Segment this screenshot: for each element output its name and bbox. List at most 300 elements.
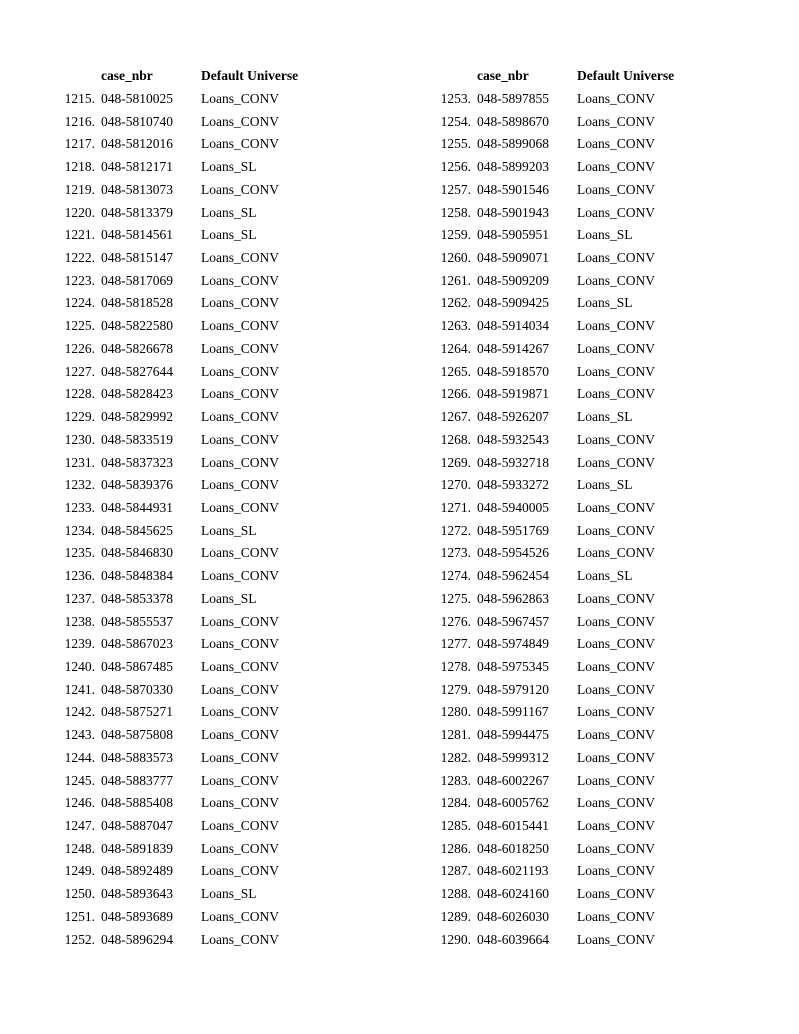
case-nbr-cell: 048-5855537 [101,613,173,629]
case-nbr-cell: 048-6026030 [477,908,549,924]
table-row [376,636,756,659]
row-number: 1262. [440,295,471,311]
row-number: 1219. [64,181,95,197]
table-row [0,136,380,159]
table-row [0,114,380,137]
case-nbr-cell: 048-5905951 [477,227,549,243]
case-nbr-cell: 048-5810740 [101,113,173,129]
table-row [376,477,756,500]
case-nbr-cell: 048-5975345 [477,658,549,674]
row-number: 1239. [64,636,95,652]
row-number: 1273. [440,545,471,561]
default-universe-cell: Loans_CONV [577,204,655,220]
case-nbr-cell: 048-5891839 [101,840,173,856]
table-row [0,932,380,955]
case-nbr-cell: 048-5999312 [477,749,549,765]
default-universe-cell: Loans_CONV [577,727,655,743]
default-universe-cell: Loans_SL [577,568,633,584]
default-universe-cell: Loans_CONV [201,318,279,334]
row-number: 1220. [64,204,95,220]
case-nbr-cell: 048-5954526 [477,545,549,561]
table-row [376,727,756,750]
table-row [376,545,756,568]
row-number: 1285. [440,818,471,833]
table-row [376,773,756,796]
row-number: 1254. [440,113,471,129]
row-number: 1271. [440,499,471,515]
table-row [0,614,380,637]
default-universe-cell: Loans_CONV [201,250,279,266]
row-number: 1222. [64,250,95,266]
case-nbr-cell: 048-5909071 [477,250,549,266]
default-universe-cell: Loans_CONV [201,840,279,856]
default-universe-cell: Loans_CONV [577,863,655,879]
case-nbr-cell: 048-5815147 [101,250,173,266]
default-universe-cell: Loans_CONV [577,136,655,152]
row-number: 1275. [440,590,471,606]
table-row [376,409,756,432]
default-universe-cell: Loans_SL [577,477,633,493]
table-row [0,273,380,296]
case-nbr-cell: 048-5914267 [477,340,549,356]
case-nbr-cell: 048-5813379 [101,204,173,220]
default-universe-cell: Loans_CONV [201,749,279,765]
row-number: 1260. [440,250,471,266]
row-number: 1215. [64,91,95,106]
row-number: 1240. [64,658,95,674]
table-row [0,818,380,841]
case-nbr-cell: 048-5914034 [477,318,549,334]
default-universe-cell: Loans_CONV [201,454,279,470]
default-universe-cell: Loans_SL [577,295,633,311]
row-number: 1236. [64,568,95,584]
row-number: 1235. [64,545,95,561]
case-nbr-cell: 048-5827644 [101,363,173,379]
case-nbr-cell: 048-5893643 [101,886,173,902]
default-universe-cell: Loans_CONV [201,363,279,379]
header-default-universe: Default Universe [577,68,675,83]
default-universe-cell: Loans_CONV [577,886,655,902]
table-row [0,364,380,387]
table-row [0,432,380,455]
case-nbr-cell: 048-5829992 [101,409,173,425]
case-nbr-cell: 048-6015441 [477,818,549,833]
table-row [0,318,380,341]
table-row [0,727,380,750]
row-number: 1265. [440,363,471,379]
table-row [0,295,380,318]
row-number: 1287. [440,863,471,879]
table-row [376,182,756,205]
row-number: 1243. [64,727,95,743]
table-row [0,205,380,228]
case-nbr-cell: 048-5887047 [101,818,173,833]
case-nbr-cell: 048-5844931 [101,499,173,515]
case-nbr-cell: 048-5951769 [477,522,549,538]
table-row [0,409,380,432]
table-row [376,886,756,909]
row-number: 1218. [64,159,95,175]
case-nbr-cell: 048-5867023 [101,636,173,652]
default-universe-cell: Loans_CONV [577,431,655,447]
case-nbr-cell: 048-5833519 [101,431,173,447]
case-nbr-cell: 048-5814561 [101,227,173,243]
row-number: 1266. [440,386,471,402]
table-row [0,636,380,659]
case-nbr-cell: 048-5901943 [477,204,549,220]
row-number: 1256. [440,159,471,175]
case-nbr-cell: 048-5932718 [477,454,549,470]
default-universe-cell: Loans_CONV [577,613,655,629]
table-row [0,227,380,250]
table-row [0,91,380,114]
row-number: 1225. [64,318,95,334]
table-row [376,500,756,523]
case-nbr-cell: 048-5899203 [477,159,549,175]
table-row [0,591,380,614]
row-number: 1264. [440,340,471,356]
case-nbr-cell: 048-5940005 [477,499,549,515]
table-row [376,114,756,137]
header-default-universe: Default Universe [201,68,299,83]
table-row [376,932,756,955]
default-universe-cell: Loans_SL [577,409,633,425]
row-number: 1274. [440,568,471,584]
row-number: 1283. [440,772,471,788]
default-universe-cell: Loans_CONV [577,386,655,402]
case-nbr-cell: 048-5896294 [101,931,173,947]
row-number: 1263. [440,318,471,334]
default-universe-cell: Loans_CONV [201,431,279,447]
default-universe-cell: Loans_CONV [201,409,279,425]
row-number: 1252. [64,931,95,947]
default-universe-cell: Loans_CONV [577,908,655,924]
default-universe-cell: Loans_CONV [201,386,279,402]
row-number: 1257. [440,181,471,197]
table-row [376,614,756,637]
row-number: 1279. [440,681,471,697]
default-universe-cell: Loans_CONV [577,795,655,811]
default-universe-cell: Loans_CONV [201,113,279,129]
table-row [0,386,380,409]
row-number: 1242. [64,704,95,720]
table-row [376,750,756,773]
row-number: 1217. [64,136,95,152]
default-universe-cell: Loans_CONV [577,704,655,720]
case-nbr-cell: 048-6018250 [477,840,549,856]
row-number: 1223. [64,272,95,288]
row-number: 1267. [440,409,471,425]
table-row [376,273,756,296]
case-nbr-cell: 048-6039664 [477,931,549,947]
table-row [376,318,756,341]
table-row [0,182,380,205]
table-row [376,250,756,273]
case-nbr-cell: 048-5932543 [477,431,549,447]
case-nbr-cell: 048-5967457 [477,613,549,629]
table-row [376,136,756,159]
row-number: 1255. [440,136,471,152]
row-number: 1253. [440,91,471,106]
case-nbr-cell: 048-5883573 [101,749,173,765]
case-nbr-cell: 048-5822580 [101,318,173,334]
default-universe-cell: Loans_CONV [577,522,655,538]
default-universe-cell: Loans_CONV [201,477,279,493]
default-universe-cell: Loans_CONV [577,590,655,606]
default-universe-cell: Loans_CONV [577,840,655,856]
case-nbr-cell: 048-5839376 [101,477,173,493]
default-universe-cell: Loans_CONV [201,908,279,924]
default-universe-cell: Loans_CONV [577,318,655,334]
default-universe-cell: Loans_CONV [201,568,279,584]
row-number: 1286. [440,840,471,856]
case-nbr-cell: 048-5883777 [101,772,173,788]
row-number: 1227. [64,363,95,379]
table-row [376,386,756,409]
case-nbr-cell: 048-5979120 [477,681,549,697]
default-universe-cell: Loans_CONV [577,272,655,288]
case-nbr-cell: 048-5899068 [477,136,549,152]
row-number: 1221. [64,227,95,243]
default-universe-cell: Loans_CONV [201,772,279,788]
row-number: 1229. [64,409,95,425]
table-row [0,909,380,932]
header-case-nbr: case_nbr [101,68,153,83]
table-row [0,659,380,682]
case-nbr-cell: 048-6021193 [477,863,549,879]
table-row [376,341,756,364]
default-universe-cell: Loans_SL [201,227,257,243]
row-number: 1249. [64,863,95,879]
default-universe-cell: Loans_CONV [201,931,279,947]
default-universe-cell: Loans_CONV [201,272,279,288]
default-universe-cell: Loans_CONV [201,727,279,743]
case-nbr-cell: 048-6024160 [477,886,549,902]
table-row [0,841,380,864]
row-number: 1288. [440,886,471,902]
case-nbr-cell: 048-5994475 [477,727,549,743]
case-nbr-cell: 048-5962454 [477,568,549,584]
case-nbr-cell: 048-5933272 [477,477,549,493]
default-universe-cell: Loans_CONV [201,636,279,652]
row-number: 1238. [64,613,95,629]
default-universe-cell: Loans_CONV [577,931,655,947]
case-nbr-cell: 048-5812171 [101,159,173,175]
default-universe-cell: Loans_CONV [577,636,655,652]
row-number: 1237. [64,590,95,606]
case-nbr-cell: 048-5828423 [101,386,173,402]
table-row [376,205,756,228]
case-nbr-cell: 048-5848384 [101,568,173,584]
row-number: 1259. [440,227,471,243]
case-nbr-cell: 048-5845625 [101,522,173,538]
case-nbr-cell: 048-5818528 [101,295,173,311]
case-nbr-cell: 048-5867485 [101,658,173,674]
case-nbr-cell: 048-5837323 [101,454,173,470]
table-row [0,341,380,364]
table-row [376,159,756,182]
row-number: 1250. [64,886,95,902]
table-row [376,295,756,318]
row-number: 1277. [440,636,471,652]
case-nbr-cell: 048-5846830 [101,545,173,561]
default-universe-cell: Loans_CONV [201,499,279,515]
default-universe-cell: Loans_SL [201,886,257,902]
row-number: 1276. [440,613,471,629]
table-row [0,750,380,773]
case-nbr-cell: 048-5875808 [101,727,173,743]
row-number: 1241. [64,681,95,697]
case-nbr-cell: 048-5909209 [477,272,549,288]
default-universe-cell: Loans_CONV [201,613,279,629]
table-row [0,500,380,523]
right-rows [376,91,756,954]
row-number: 1290. [440,931,471,947]
left-rows [0,91,380,954]
table-row [376,568,756,591]
table-row [376,432,756,455]
table-row [0,523,380,546]
row-number: 1270. [440,477,471,493]
table-row [0,682,380,705]
case-nbr-cell: 048-5991167 [477,704,549,720]
default-universe-cell: Loans_CONV [577,250,655,266]
case-nbr-cell: 048-5826678 [101,340,173,356]
case-nbr-cell: 048-5918570 [477,363,549,379]
row-number: 1289. [440,908,471,924]
default-universe-cell: Loans_CONV [201,136,279,152]
row-number: 1248. [64,840,95,856]
row-number: 1258. [440,204,471,220]
table-row [0,863,380,886]
row-number: 1281. [440,727,471,743]
row-number: 1268. [440,431,471,447]
table-row [376,659,756,682]
row-number: 1233. [64,499,95,515]
default-universe-cell: Loans_CONV [577,749,655,765]
default-universe-cell: Loans_CONV [201,340,279,356]
default-universe-cell: Loans_CONV [577,499,655,515]
case-nbr-cell: 048-5919871 [477,386,549,402]
table-row [376,863,756,886]
default-universe-cell: Loans_CONV [577,340,655,356]
default-universe-cell: Loans_CONV [201,658,279,674]
table-row [0,568,380,591]
case-nbr-cell: 048-5810025 [101,91,173,106]
case-nbr-cell: 048-5870330 [101,681,173,697]
row-number: 1246. [64,795,95,811]
table-row [376,841,756,864]
case-nbr-cell: 048-5875271 [101,704,173,720]
row-number: 1232. [64,477,95,493]
case-nbr-cell: 048-5909425 [477,295,549,311]
row-number: 1231. [64,454,95,470]
default-universe-cell: Loans_CONV [577,681,655,697]
case-nbr-cell: 048-5892489 [101,863,173,879]
default-universe-cell: Loans_CONV [577,772,655,788]
case-nbr-cell: 048-5817069 [101,272,173,288]
case-nbr-cell: 048-5812016 [101,136,173,152]
case-nbr-cell: 048-5926207 [477,409,549,425]
row-number: 1247. [64,818,95,833]
default-universe-cell: Loans_SL [201,204,257,220]
case-nbr-cell: 048-5974849 [477,636,549,652]
table-row [376,704,756,727]
table-row [376,795,756,818]
default-universe-cell: Loans_SL [201,159,257,175]
case-nbr-cell: 048-6002267 [477,772,549,788]
default-universe-cell: Loans_CONV [577,113,655,129]
row-number: 1224. [64,295,95,311]
row-number: 1282. [440,749,471,765]
default-universe-cell: Loans_CONV [577,159,655,175]
table-row [376,909,756,932]
table-row [0,545,380,568]
default-universe-cell: Loans_CONV [201,681,279,697]
default-universe-cell: Loans_CONV [201,545,279,561]
row-number: 1234. [64,522,95,538]
row-number: 1216. [64,113,95,129]
table-row [376,227,756,250]
row-number: 1284. [440,795,471,811]
default-universe-cell: Loans_CONV [577,363,655,379]
default-universe-cell: Loans_CONV [201,704,279,720]
row-number: 1226. [64,340,95,356]
default-universe-cell: Loans_SL [577,227,633,243]
table-row [0,795,380,818]
default-universe-cell: Loans_CONV [577,818,655,833]
default-universe-cell: Loans_SL [201,590,257,606]
default-universe-cell: Loans_SL [201,522,257,538]
default-universe-cell: Loans_CONV [577,181,655,197]
case-nbr-cell: 048-5897855 [477,91,549,106]
default-universe-cell: Loans_CONV [577,91,655,106]
table-row [0,773,380,796]
row-number: 1280. [440,704,471,720]
table-row [376,818,756,841]
case-nbr-cell: 048-5962863 [477,590,549,606]
case-nbr-cell: 048-5885408 [101,795,173,811]
table-row [0,704,380,727]
table-row [376,523,756,546]
table-row [0,477,380,500]
table-row [376,682,756,705]
case-nbr-cell: 048-5893689 [101,908,173,924]
header-case-nbr: case_nbr [477,68,529,83]
default-universe-cell: Loans_CONV [201,795,279,811]
table-row [376,455,756,478]
table-row [0,455,380,478]
default-universe-cell: Loans_CONV [577,658,655,674]
table-row [376,591,756,614]
row-number: 1272. [440,522,471,538]
row-number: 1278. [440,658,471,674]
default-universe-cell: Loans_CONV [201,295,279,311]
case-nbr-cell: 048-5898670 [477,113,549,129]
row-number: 1228. [64,386,95,402]
row-number: 1244. [64,749,95,765]
case-nbr-cell: 048-5853378 [101,590,173,606]
default-universe-cell: Loans_CONV [201,863,279,879]
case-nbr-cell: 048-5901546 [477,181,549,197]
row-number: 1269. [440,454,471,470]
default-universe-cell: Loans_CONV [577,545,655,561]
case-nbr-cell: 048-5813073 [101,181,173,197]
default-universe-cell: Loans_CONV [201,181,279,197]
default-universe-cell: Loans_CONV [577,454,655,470]
table-row [0,250,380,273]
row-number: 1251. [64,908,95,924]
